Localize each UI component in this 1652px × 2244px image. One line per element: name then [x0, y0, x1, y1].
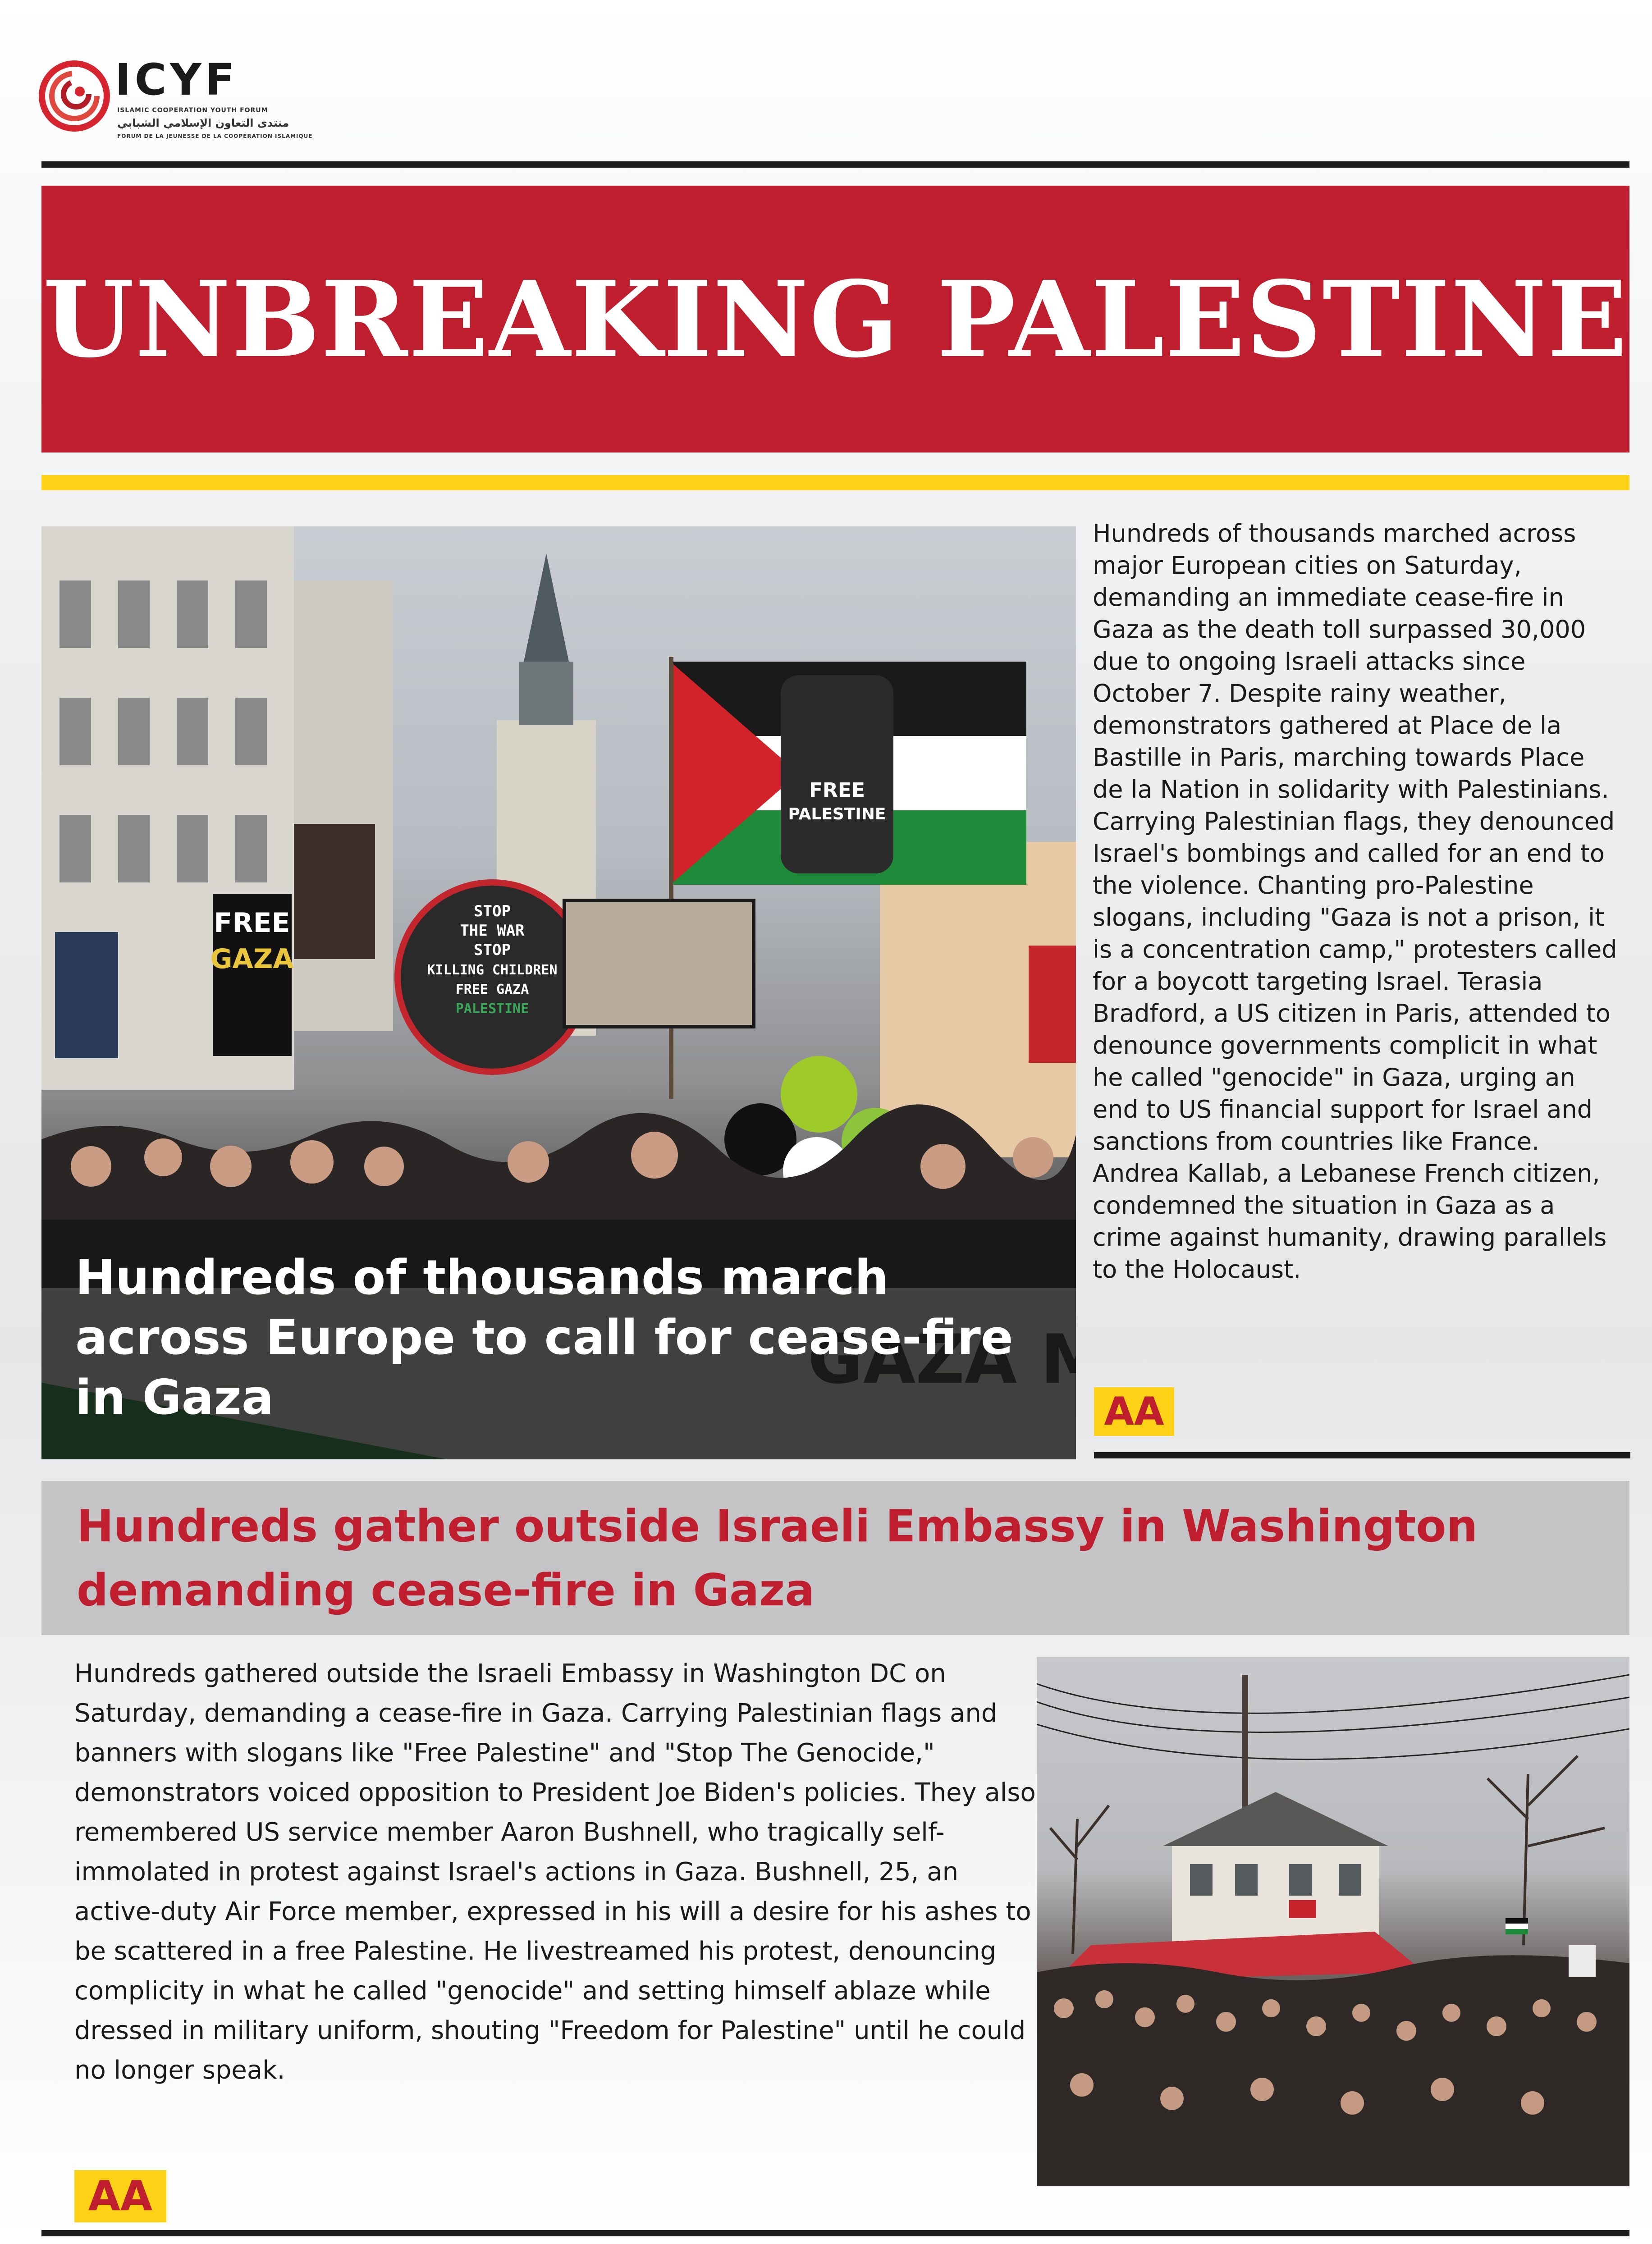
round-sign-line4: KILLING CHILDREN	[427, 962, 558, 978]
logo-tagline-ar: منتدى التعاون الإسلامي الشبابي	[117, 117, 289, 129]
free-gaza-sign	[210, 894, 294, 1056]
flag-text-palestine: PALESTINE	[788, 805, 886, 823]
flag-text-free: FREE	[809, 779, 865, 802]
crowd	[1037, 1955, 1629, 2186]
article2-headline: Hundreds gather outside Israeli Embassy in Washington demanding cease-fire in Gaza	[77, 1501, 1478, 1616]
article1-divider	[1094, 1452, 1630, 1458]
logo-name: ICYF	[115, 55, 238, 105]
red-banner	[1029, 946, 1076, 1063]
icyf-logo	[38, 55, 313, 146]
house-roof	[1163, 1792, 1388, 1846]
round-sign-line3: STOP	[474, 941, 511, 959]
stop-the-war-sign	[398, 882, 587, 1072]
embassy-protest-illustration	[1037, 1657, 1629, 2186]
building-middle	[294, 580, 393, 1031]
article1-body: Hundreds of thousands marched across major European cities on Saturday, demanding an immediate cease-fire in Gaza as the death toll surpassed 30,000 due to ongoing Israeli attacks since October 7. Despite rainy weather, demonstrators gathered at Place de la Bastille in Paris, marching towards Place de la Nation in solidarity with Palestinians. Carrying Palestinian flags, they denounced Israel's bombings and called for an end to the violence. Chanting pro-Palestine slogans, including "Gaza is not a prison, it is a concentration camp," protesters called for a boycott targeting Israel. Terasia Bradford, a US citizen in Paris, attended to denounce governments complicit in what he called "genocide" in Gaza, urging an end to US financial support for Israel and sanctions from countries like France. Andrea Kallab, a Lebanese French citizen, condemned the situation in Gaza as a crime against humanity, drawing parallels to the Holocaust.	[1093, 519, 1617, 1284]
article2-body: Hundreds gathered outside the Israeli Embassy in Washington DC on Saturday, demanding a cease-fire in Gaza. Carrying Palestinian flags and banners with slogans like "Free Palestine" and "Stop The Genocide," demonstrators voiced opposition to President Joe Biden's policies. They also remembered US service member Aaron Bushnell, who tragically self-immolated in protest against Israel's actions in Gaza. Bushnell, 25, an active-duty Air Force member, expressed in his will a desire for his ashes to be scattered in a free Palestine. He livestreamed his protest, denouncing complicity in what he called "genocide" and setting himself ablaze while dressed in military uniform, shouting "Freedom for Palestine" until he could no longer speak.	[74, 1659, 1036, 2085]
round-sign-line1: STOP	[474, 902, 511, 920]
top-divider	[41, 161, 1629, 168]
europe-march-photo	[41, 526, 1076, 1459]
yellow-divider	[41, 475, 1629, 490]
article1-source-badge: AA	[1094, 1387, 1174, 1436]
title-banner	[41, 186, 1629, 452]
page-title: UNBREAKING PALESTINE	[43, 257, 1628, 381]
photo-caption	[41, 1220, 1076, 1459]
free-gaza-sign-line2: GAZA	[210, 943, 294, 975]
photo-sign	[564, 900, 754, 1027]
power-lines	[1037, 1675, 1629, 1760]
logo-tagline-en: ISLAMIC COOPERATION YOUTH FORUM	[117, 107, 268, 114]
bottom-divider	[41, 2230, 1629, 2236]
logo-tagline-fr: FORUM DE LA JEUNESSE DE LA COOPÉRATION ISLAMIQUE	[117, 133, 313, 139]
tower-dome	[519, 662, 573, 725]
article2-headline-bar	[41, 1481, 1629, 1635]
photo-poster-far-left	[55, 932, 118, 1058]
article1-headline: Hundreds of thousands march across Europe to call for cease-fire in Gaza	[75, 1250, 1013, 1425]
round-sign-line5: FREE GAZA	[455, 982, 529, 997]
flag-pole	[669, 657, 673, 1099]
tower-spire	[524, 553, 569, 662]
palestine-flag	[670, 662, 1026, 885]
icyf-swirl-icon	[38, 56, 110, 142]
round-sign-line6: PALESTINE	[455, 1001, 529, 1017]
photo-poster-left	[294, 824, 375, 959]
round-sign-line2: THE WAR	[460, 922, 525, 940]
washington-protest-photo	[1037, 1657, 1629, 2186]
free-gaza-sign-line1: FREE	[214, 907, 290, 939]
article2-source-badge: AA	[74, 2170, 166, 2222]
